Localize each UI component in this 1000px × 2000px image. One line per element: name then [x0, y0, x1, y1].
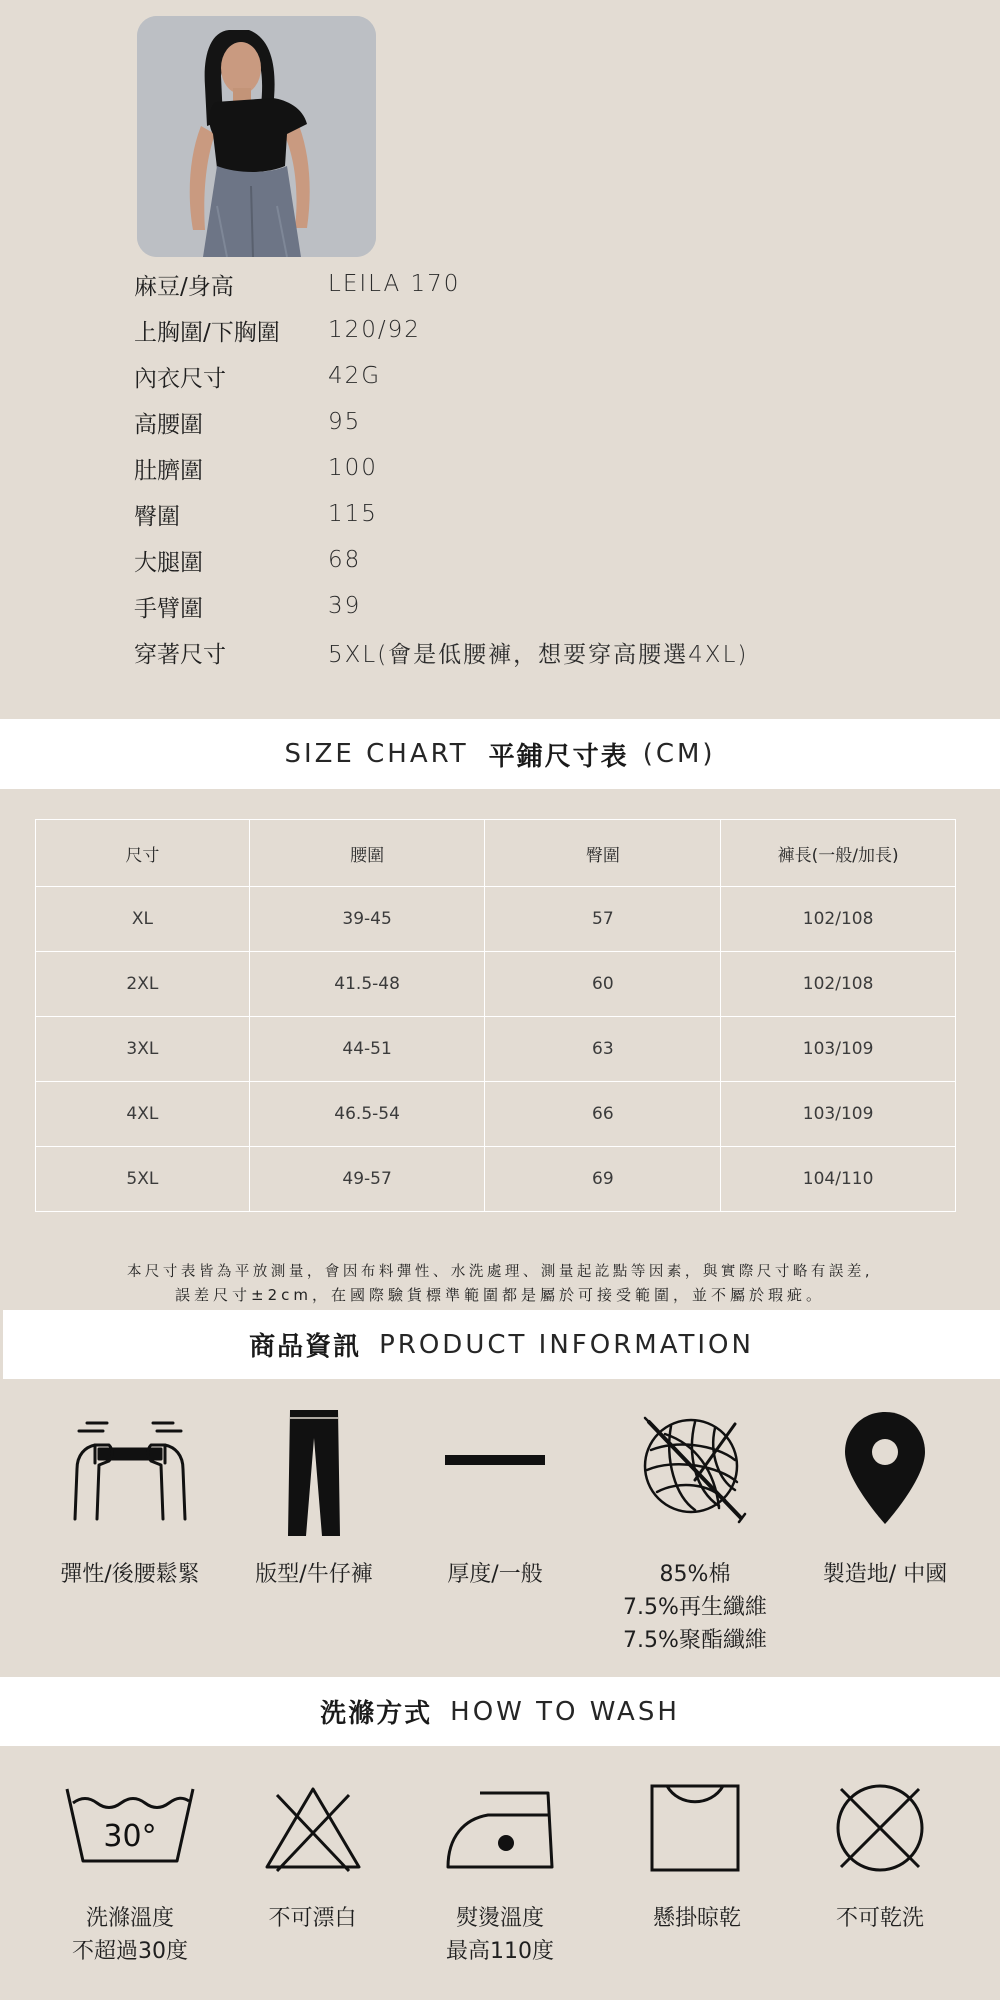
caption-line: 不超過30度 — [72, 1939, 188, 1964]
caption-line: 版型/牛仔褲 — [255, 1562, 373, 1587]
model-row — [134, 448, 378, 488]
model-row — [134, 632, 748, 672]
size-chart-banner — [0, 719, 1000, 789]
model-row — [134, 540, 361, 580]
caption-line: 7.5%再生纖維 — [623, 1595, 767, 1620]
model-row-value: 115 — [328, 501, 378, 527]
table-cell: 60 — [485, 952, 721, 1017]
model-row — [134, 494, 378, 534]
table-row — [36, 1147, 956, 1212]
model-row — [134, 264, 460, 304]
no-dry-clean-icon — [830, 1778, 930, 1878]
table-cell: 104/110 — [721, 1147, 956, 1212]
caption-line: 7.5%聚酯纖維 — [623, 1628, 767, 1653]
table-cell: 102/108 — [721, 887, 956, 952]
model-row-label: 肚臍圍 — [134, 457, 203, 484]
model-row — [134, 310, 421, 350]
table-cell: XL — [36, 887, 250, 952]
product-info-title-en: PRODUCT INFORMATION — [379, 1329, 754, 1360]
caption-line: 厚度/一般 — [447, 1562, 543, 1587]
table-cell: 5XL — [36, 1147, 250, 1212]
caption-line: 熨燙溫度 — [455, 1906, 544, 1931]
caption-line: 懸掛晾乾 — [652, 1906, 741, 1931]
model-row-label: 麻豆/身高 — [134, 273, 234, 300]
model-row-value: LEILA 170 — [328, 271, 461, 297]
table-row — [36, 887, 956, 952]
product-info-title-zh: 商品資訊 — [249, 1332, 362, 1362]
model-row-label: 手臂圍 — [134, 595, 203, 622]
caption-line: 最高110度 — [446, 1939, 554, 1964]
table-cell: 103/109 — [721, 1017, 956, 1082]
product-info-caption — [40, 1558, 220, 1591]
wash-caption — [805, 1902, 955, 1935]
product-info-caption — [420, 1558, 570, 1591]
table-cell: 49-57 — [249, 1147, 485, 1212]
table-cell: 57 — [485, 887, 721, 952]
model-row-label: 高腰圍 — [134, 411, 203, 438]
model-row — [134, 356, 381, 396]
model-row-label: 內衣尺寸 — [134, 365, 226, 392]
stretch-icon — [60, 1405, 200, 1535]
model-row-label: 臀圍 — [134, 503, 180, 530]
model-row-value: 120/92 — [328, 317, 421, 343]
table-cell: 3XL — [36, 1017, 250, 1082]
table-header-cell: 尺寸 — [36, 820, 250, 887]
size-chart-title-zh: 平鋪尺寸表 — [488, 741, 629, 772]
table-row — [36, 952, 956, 1017]
jeans-icon — [254, 1405, 374, 1540]
product-info-banner — [3, 1310, 1000, 1379]
table-cell: 44-51 — [249, 1017, 485, 1082]
wash-temp-label: 30° — [103, 1819, 157, 1854]
model-row-value: 68 — [328, 547, 362, 573]
model-row-label: 上胸圍/下胸圍 — [134, 319, 280, 346]
model-row-value: 100 — [328, 455, 378, 481]
table-header-cell: 臀圍 — [485, 820, 721, 887]
no-bleach-icon — [255, 1780, 370, 1875]
size-table — [35, 819, 956, 1212]
thickness-icon — [430, 1440, 560, 1480]
caption-line: 製造地/ 中國 — [822, 1562, 948, 1587]
size-note-line-2: 誤差尺寸±2cm，在國際驗貨標準範圍都是屬於可接受範圍，並不屬於瑕疵。 — [175, 1286, 825, 1304]
size-chart-title-en: SIZE CHART — [284, 739, 469, 769]
table-cell: 63 — [485, 1017, 721, 1082]
table-cell: 103/109 — [721, 1082, 956, 1147]
location-pin-icon — [830, 1405, 940, 1530]
model-row-value: 95 — [328, 409, 362, 435]
table-row — [36, 1082, 956, 1147]
table-cell: 46.5-54 — [249, 1082, 485, 1147]
table-row — [36, 1017, 956, 1082]
table-cell: 41.5-48 — [249, 952, 485, 1017]
iron-icon — [440, 1780, 560, 1875]
table-header-row — [36, 820, 956, 887]
wash-caption — [425, 1902, 575, 1968]
table-cell: 39-45 — [249, 887, 485, 952]
product-info-caption — [800, 1558, 970, 1591]
wash-caption — [240, 1902, 385, 1935]
product-info-caption — [234, 1558, 394, 1591]
hang-dry-icon — [645, 1780, 745, 1875]
model-row-label: 穿著尺寸 — [134, 641, 226, 668]
wash-caption — [50, 1902, 210, 1968]
product-info-caption — [605, 1558, 785, 1657]
wash-30-icon — [60, 1780, 200, 1870]
model-row — [134, 586, 361, 626]
model-row-label: 大腿圍 — [134, 549, 203, 576]
model-photo — [137, 16, 376, 257]
table-cell: 4XL — [36, 1082, 250, 1147]
wash-title-zh: 洗滌方式 — [320, 1699, 433, 1729]
size-chart-title-unit: (CM) — [642, 739, 716, 769]
model-row-value: 5XL(會是低腰褲，想要穿高腰選4XL) — [328, 641, 749, 668]
table-cell: 102/108 — [721, 952, 956, 1017]
yarn-icon — [630, 1405, 760, 1530]
caption-line: 彈性/後腰鬆緊 — [60, 1562, 200, 1587]
model-row-value: 39 — [328, 593, 362, 619]
table-cell: 66 — [485, 1082, 721, 1147]
table-header-cell: 腰圍 — [249, 820, 485, 887]
wash-caption — [622, 1902, 772, 1935]
caption-line: 不可乾洗 — [835, 1906, 924, 1931]
table-cell: 2XL — [36, 952, 250, 1017]
caption-line: 洗滌溫度 — [85, 1906, 174, 1931]
model-row — [134, 402, 361, 442]
model-row-value: 42G — [328, 363, 382, 389]
size-note-line-1: 本尺寸表皆為平放測量，會因布料彈性、水洗處理、測量起訖點等因素，與實際尺寸略有誤差, — [126, 1264, 874, 1280]
caption-line: 85%棉 — [659, 1562, 731, 1587]
table-header-cell: 褲長(一般/加長) — [721, 820, 956, 887]
caption-line: 不可漂白 — [268, 1906, 357, 1931]
wash-banner — [0, 1677, 1000, 1746]
table-cell: 69 — [485, 1147, 721, 1212]
wash-title-en: HOW TO WASH — [450, 1696, 680, 1727]
